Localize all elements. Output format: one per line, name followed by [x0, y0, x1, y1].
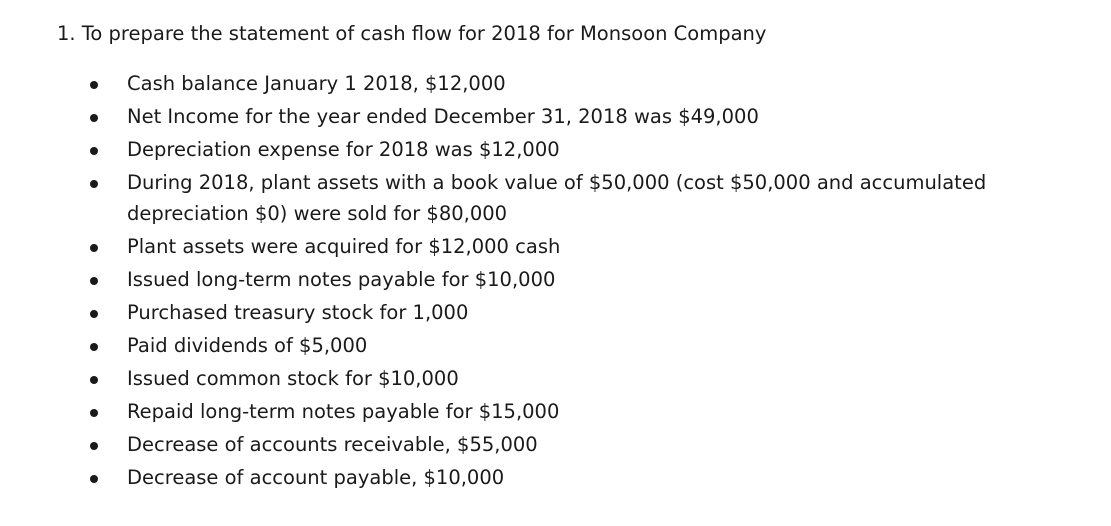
bullet-list	[0, 68, 1111, 495]
list-item-text: Issued common stock for $10,000	[127, 367, 459, 390]
list-item	[0, 297, 1111, 330]
list-item-text: Purchased treasury stock for 1,000	[127, 301, 469, 324]
list-item-text: Issued long-term notes payable for $10,000	[127, 268, 556, 291]
list-item-text: Plant assets were acquired for $12,000 cash	[127, 235, 561, 258]
list-item	[0, 462, 1111, 495]
list-item	[0, 363, 1111, 396]
list-item-text: Cash balance January 1 2018, $12,000	[127, 72, 506, 95]
bullet-icon	[90, 180, 98, 188]
list-item	[0, 264, 1111, 297]
list-item	[0, 396, 1111, 429]
list-item-text-continued: depreciation $0) were sold for $80,000	[127, 202, 508, 225]
bullet-icon	[90, 244, 98, 252]
list-item-text: Decrease of account payable, $10,000	[127, 466, 505, 489]
list-item-text: During 2018, plant assets with a book value of $50,000 (cost $50,000 and accumulated	[127, 171, 987, 194]
list-item-text: Net Income for the year ended December 31, 2018 was $49,000	[127, 105, 759, 128]
list-item	[0, 101, 1111, 134]
list-item	[0, 167, 1111, 231]
list-item-text: Depreciation expense for 2018 was $12,000	[127, 138, 560, 161]
bullet-icon	[90, 114, 98, 122]
list-item-text: Decrease of accounts receivable, $55,000	[127, 433, 538, 456]
bullet-icon	[90, 310, 98, 318]
list-item	[0, 134, 1111, 167]
bullet-icon	[90, 81, 98, 89]
list-item	[0, 429, 1111, 462]
bullet-icon	[90, 277, 98, 285]
list-item	[0, 68, 1111, 101]
list-item-text: Repaid long-term notes payable for $15,000	[127, 400, 560, 423]
bullet-icon	[90, 475, 98, 483]
bullet-icon	[90, 442, 98, 450]
bullet-icon	[90, 343, 98, 351]
list-item	[0, 231, 1111, 264]
question-heading: 1. To prepare the statement of cash flow for 2018 for Monsoon Company	[57, 22, 767, 45]
list-item	[0, 330, 1111, 363]
bullet-icon	[90, 409, 98, 417]
bullet-icon	[90, 376, 98, 384]
list-item-text: Paid dividends of $5,000	[127, 334, 368, 357]
bullet-icon	[90, 147, 98, 155]
